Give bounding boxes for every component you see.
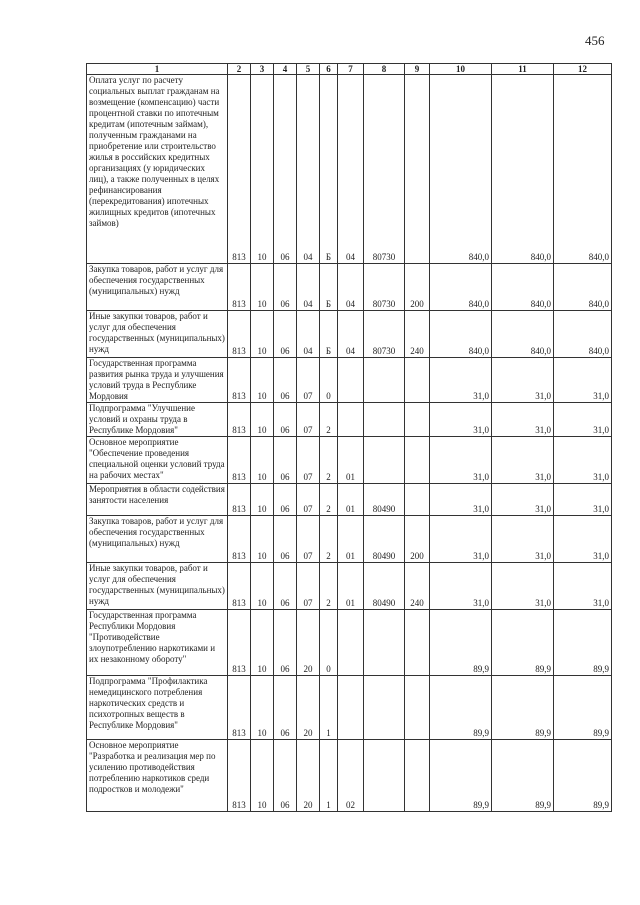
table-cell: 31,0 [554, 437, 612, 484]
column-header: 9 [405, 64, 430, 75]
row-name-cell: Государственная программа развития рынка труда и улучшения условий труда в Республике Мордовия [87, 358, 228, 403]
table-row [87, 676, 612, 740]
table-cell: 813 [228, 740, 251, 812]
table-cell: 06 [274, 264, 297, 311]
table-row [87, 264, 612, 311]
table-row [87, 740, 612, 812]
table-cell: 31,0 [492, 516, 554, 563]
table-cell: 2 [320, 563, 338, 610]
row-name-cell: Закупка товаров, работ и услуг для обеспечения государственных (муниципальных) нужд [87, 264, 228, 311]
table-cell: 06 [274, 516, 297, 563]
table-cell: 2 [320, 403, 338, 437]
table-row [87, 516, 612, 563]
table-cell: 06 [274, 740, 297, 812]
table-cell: 31,0 [430, 437, 492, 484]
table-cell [405, 403, 430, 437]
table-cell: 813 [228, 358, 251, 403]
table-cell: 0 [320, 358, 338, 403]
table-row [87, 610, 612, 676]
table-cell: 840,0 [554, 75, 612, 264]
table-cell: 06 [274, 437, 297, 484]
table-cell: 1 [320, 676, 338, 740]
table-cell: Б [320, 264, 338, 311]
table-cell: 02 [338, 740, 364, 812]
column-header: 11 [492, 64, 554, 75]
table-cell: 04 [338, 75, 364, 264]
table-cell: 813 [228, 610, 251, 676]
table-cell: 2 [320, 437, 338, 484]
table-cell: 200 [405, 516, 430, 563]
table-row [87, 484, 612, 516]
table-cell [338, 358, 364, 403]
table-cell: 89,9 [430, 610, 492, 676]
table-cell: 813 [228, 563, 251, 610]
table-cell: 06 [274, 75, 297, 264]
table-cell: 31,0 [554, 358, 612, 403]
table-cell [405, 484, 430, 516]
header-row [87, 64, 612, 75]
table-cell: 813 [228, 311, 251, 358]
table-cell [405, 437, 430, 484]
table-cell: 10 [251, 563, 274, 610]
table-row [87, 311, 612, 358]
table-cell: 07 [297, 358, 320, 403]
table-cell [405, 740, 430, 812]
table-body [87, 75, 612, 812]
row-name-cell: Иные закупки товаров, работ и услуг для обеспечения государственных (муниципальных) нужд [87, 563, 228, 610]
table-cell: 2 [320, 484, 338, 516]
table-cell: 10 [251, 516, 274, 563]
table-cell: 80730 [364, 75, 405, 264]
table-cell: 10 [251, 740, 274, 812]
table-cell: Б [320, 75, 338, 264]
column-header: 7 [338, 64, 364, 75]
table-cell: 2 [320, 516, 338, 563]
table-cell [405, 676, 430, 740]
column-header: 10 [430, 64, 492, 75]
table-cell: 200 [405, 264, 430, 311]
table-cell: 31,0 [492, 358, 554, 403]
table-cell [364, 610, 405, 676]
table-cell: 06 [274, 563, 297, 610]
table-cell: 04 [297, 311, 320, 358]
column-header: 2 [228, 64, 251, 75]
table-cell: 89,9 [430, 676, 492, 740]
table-cell [405, 75, 430, 264]
table-cell: 31,0 [492, 437, 554, 484]
table-cell: 89,9 [492, 740, 554, 812]
table-cell: 06 [274, 358, 297, 403]
table-cell: 07 [297, 516, 320, 563]
table-cell [405, 358, 430, 403]
table-cell: 840,0 [492, 311, 554, 358]
table-cell: 813 [228, 676, 251, 740]
column-header: 12 [554, 64, 612, 75]
table-cell: 89,9 [430, 740, 492, 812]
table-cell: 813 [228, 437, 251, 484]
table-cell: 20 [297, 676, 320, 740]
table-cell: 80490 [364, 516, 405, 563]
table-cell: 01 [338, 516, 364, 563]
row-name-cell: Иные закупки товаров, работ и услуг для обеспечения государственных (муниципальных) нужд [87, 311, 228, 358]
table-cell: 07 [297, 563, 320, 610]
table-cell [364, 358, 405, 403]
row-name-cell: Оплата услуг по расчету социальных выплат гражданам на возмещение (компенсацию) части процентной ставки по ипотечным кредитам (ипотечным займам), полученным гражданами на приобретение или строительство жилья в российских кредитных организациях (у юридических лиц), а также полученных в целях рефинансирования (перекредитования) ипотечных жилищных кредитов (ипотечных займов) [87, 75, 228, 264]
table-cell: 240 [405, 563, 430, 610]
table-row [87, 437, 612, 484]
row-name-cell: Мероприятия в области содействия занятости населения [87, 484, 228, 516]
table-cell: 89,9 [492, 610, 554, 676]
table-cell: 813 [228, 484, 251, 516]
table-cell: 10 [251, 75, 274, 264]
table-cell: Б [320, 311, 338, 358]
table-cell [364, 437, 405, 484]
table-cell [364, 740, 405, 812]
table-cell: 07 [297, 484, 320, 516]
table-row [87, 358, 612, 403]
table-cell: 31,0 [430, 358, 492, 403]
page-number: 456 [585, 33, 605, 48]
column-header: 8 [364, 64, 405, 75]
table-cell [338, 403, 364, 437]
row-name-cell: Государственная программа Республики Мордовия "Противодействие злоупотреблению наркотиками и их незаконному обороту" [87, 610, 228, 676]
table-cell: 89,9 [554, 740, 612, 812]
column-header: 6 [320, 64, 338, 75]
table-cell: 80730 [364, 311, 405, 358]
table-row [87, 75, 612, 264]
table-cell: 04 [297, 264, 320, 311]
row-name-cell: Основное мероприятие "Разработка и реализация мер по усилению противодействия потреблению наркотиков среди подростков и молодежи" [87, 740, 228, 812]
table-cell: 0 [320, 610, 338, 676]
table-cell: 06 [274, 610, 297, 676]
table-cell: 31,0 [430, 484, 492, 516]
column-header: 1 [87, 64, 228, 75]
table-cell: 07 [297, 437, 320, 484]
table-cell: 04 [338, 264, 364, 311]
table-cell: 31,0 [554, 563, 612, 610]
table-cell: 31,0 [554, 403, 612, 437]
table-cell [364, 403, 405, 437]
table-cell: 31,0 [492, 403, 554, 437]
table-cell: 06 [274, 484, 297, 516]
table-cell: 31,0 [430, 403, 492, 437]
budget-table [86, 63, 612, 812]
table-cell: 813 [228, 516, 251, 563]
table-cell: 813 [228, 264, 251, 311]
table-cell [364, 676, 405, 740]
column-header: 3 [251, 64, 274, 75]
table-cell: 840,0 [492, 264, 554, 311]
table-cell: 31,0 [430, 563, 492, 610]
table-header [87, 64, 612, 75]
table-cell: 31,0 [492, 484, 554, 516]
table-cell: 10 [251, 264, 274, 311]
table-cell: 840,0 [430, 311, 492, 358]
table-cell: 31,0 [554, 516, 612, 563]
table-cell: 06 [274, 311, 297, 358]
table-cell [405, 610, 430, 676]
table-cell: 89,9 [554, 610, 612, 676]
table-cell: 10 [251, 676, 274, 740]
row-name-cell: Основное мероприятие "Обеспечение проведения специальной оценки условий труда на рабочих местах" [87, 437, 228, 484]
table-cell: 80490 [364, 484, 405, 516]
table-cell: 89,9 [492, 676, 554, 740]
table-row [87, 563, 612, 610]
table-cell: 10 [251, 311, 274, 358]
table-cell [338, 610, 364, 676]
table-cell: 20 [297, 740, 320, 812]
table-cell: 1 [320, 740, 338, 812]
table-cell: 07 [297, 403, 320, 437]
column-header: 4 [274, 64, 297, 75]
table-cell: 06 [274, 403, 297, 437]
table-cell: 10 [251, 437, 274, 484]
table-cell: 20 [297, 610, 320, 676]
table-cell: 813 [228, 403, 251, 437]
table-cell: 10 [251, 484, 274, 516]
table-cell: 240 [405, 311, 430, 358]
table-cell: 01 [338, 484, 364, 516]
table-cell: 01 [338, 437, 364, 484]
table-cell: 01 [338, 563, 364, 610]
table-cell: 840,0 [492, 75, 554, 264]
table-cell: 10 [251, 358, 274, 403]
column-header: 5 [297, 64, 320, 75]
table-cell: 06 [274, 676, 297, 740]
row-name-cell: Подпрограмма "Улучшение условий и охраны труда в Республике Мордовия" [87, 403, 228, 437]
row-name-cell: Закупка товаров, работ и услуг для обеспечения государственных (муниципальных) нужд [87, 516, 228, 563]
table-cell: 31,0 [492, 563, 554, 610]
table-cell: 89,9 [554, 676, 612, 740]
table-cell [338, 676, 364, 740]
table-cell: 04 [338, 311, 364, 358]
table-cell: 31,0 [554, 484, 612, 516]
table-cell: 10 [251, 610, 274, 676]
table-cell: 840,0 [554, 311, 612, 358]
row-name-cell: Подпрограмма "Профилактика немедицинского потребления наркотических средств и психотропных веществ в Республике Мордовия" [87, 676, 228, 740]
table-cell: 840,0 [430, 264, 492, 311]
table-cell: 840,0 [430, 75, 492, 264]
table-cell: 80730 [364, 264, 405, 311]
table-row [87, 403, 612, 437]
table-cell: 10 [251, 403, 274, 437]
table-cell: 80490 [364, 563, 405, 610]
table-cell: 31,0 [430, 516, 492, 563]
table-cell: 813 [228, 75, 251, 264]
table-cell: 840,0 [554, 264, 612, 311]
table-cell: 04 [297, 75, 320, 264]
